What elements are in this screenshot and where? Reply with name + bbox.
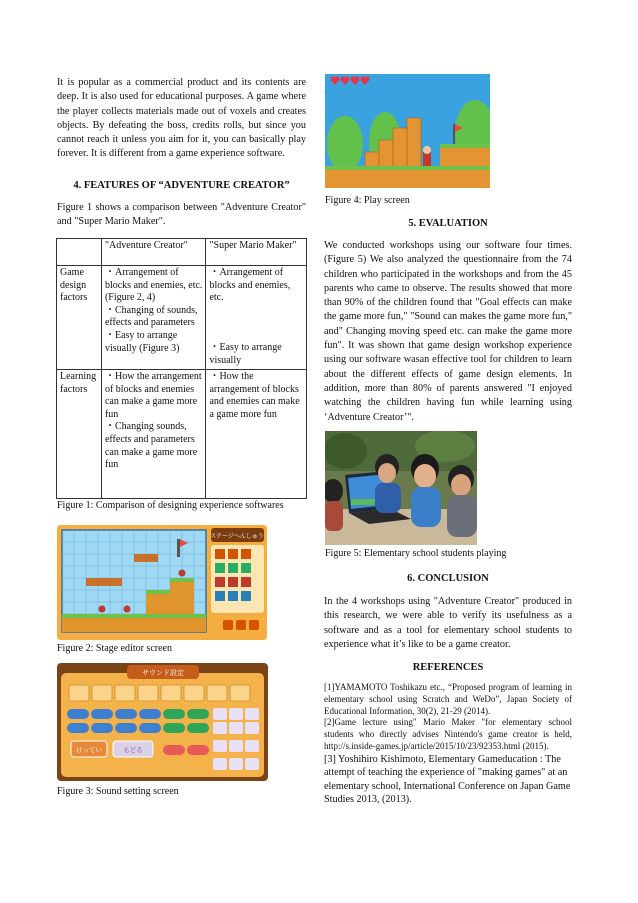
row-label-game-design: Game design factors [57, 266, 102, 370]
intro-paragraph: It is popular as a commercial product and its contents are deep. It is also used for educational purposes. A game where the player collects materials made out of voxels and creates objects. By defeating the boss, credits rolls, but since you cannot reach it unless you aim for it, you can basically play forever. It is different from a game experience software. [57, 77, 306, 160]
table-header-super-mario-maker: "Super Mario Maker" [206, 239, 307, 266]
cell-mario-design [206, 266, 307, 370]
students-photo-illustration [325, 431, 477, 545]
cell-mario-learning [206, 370, 307, 499]
figure-1-caption: Figure 1: Comparison of designing experience softwares [57, 500, 284, 511]
cell-text: ・Changing sounds, effects and parameters can make a game more fun [104, 421, 198, 471]
figure-3-caption: Figure 3: Sound setting screen [57, 786, 179, 797]
cell-text: ・Changing of sounds, effects and parameters [104, 304, 198, 329]
figure-4-play-screen [325, 74, 490, 188]
reference-1: [1]YAMAMOTO Toshikazu etc., “Proposed program of learning in elementary school using Scratch and WeDo”, Japan Society of Educational Information, 30(2), 21-29 (2014). [324, 682, 572, 716]
sound-settings-illustration [57, 663, 268, 781]
comparison-table [56, 238, 307, 499]
sound-header-text: サウンド設定 [142, 669, 184, 677]
section-6-heading: 6. CONCLUSION [407, 573, 489, 584]
reference-2: [2]Game lecture using" Mario Maker "for elementary school students who directly advises Nintendo's game creator is held, http://s.inside-games.jp/article/2015/10/23/92353.html (2015). [324, 717, 572, 751]
cell-adventure-learning [101, 370, 205, 499]
figure-5-caption: Figure 5: Elementary school students playing [325, 548, 507, 559]
section-4-paragraph: Figure 1 shows a comparison between "Adventure Creator" and "Super Mario Maker". [57, 202, 306, 228]
cell-text: ・Easy to arrange visually [209, 342, 282, 366]
cell-text: ・Arrangement of blocks and enemies, etc. [209, 267, 291, 304]
cell-text: ・Easy to arrange visually (Figure 3) [104, 329, 180, 354]
sound-back-text: もどる [123, 746, 143, 754]
figure-2-caption: Figure 2: Stage editor screen [57, 643, 172, 654]
section-5-paragraph: We conducted workshops using our software four times. (Figure 5) We also analyzed the questionnaire from the 74 children who participated in the workshops and from the 45 parents who came to observe. The results showed that more than 90% of the children found that "Goal effects can make the game more fun," "Sound can makes the game more fun," and" Changing moving speed etc. can make the game more fun". It was shown that game design workshop experience using our software wasan effective tool for children to learn about the different effects of game design elements. In addition, more than 80% of parents answered "I enjoyed watching the children having fun while learning using ‘Adventure Creator’". [324, 240, 572, 423]
figure-5-photo [325, 431, 477, 545]
cell-adventure-design [101, 266, 205, 370]
figure-2-stage-editor [57, 525, 267, 640]
reference-3: [3] Yoshihiro Kishimoto, Elementary Gameducation : The attempt of teaching the experience of "making games" at an elementary school, International Conference on Japan Game Studies 2013, (2013). [324, 753, 571, 805]
references-list [324, 682, 572, 806]
section-5-heading: 5. EVALUATION [408, 218, 488, 229]
cell-text: ・How the arrangement of blocks and enemies can make a game more fun [104, 371, 202, 420]
figure-4-caption: Figure 4: Play screen [325, 195, 410, 206]
editor-header-text: ステージへんしゅう [210, 533, 264, 540]
section-4-heading: 4. FEATURES OF “ADVENTURE CREATOR” [73, 180, 290, 191]
cell-text: ・How the arrangement of blocks and enemies can make a game more fun [209, 371, 300, 420]
table-corner [57, 239, 102, 266]
play-screen-illustration [325, 74, 490, 188]
table-header-adventure-creator: "Adventure Creator" [101, 239, 205, 266]
sound-confirm-text: けってい [76, 746, 102, 754]
references-heading: REFERENCES [412, 662, 484, 673]
row-label-learning: Learning factors [57, 370, 102, 499]
figure-3-sound-settings [57, 663, 268, 781]
cell-text: ・Arrangement of blocks and enemies, etc. (Figure 2, 4) [104, 267, 203, 304]
section-6-paragraph: In the 4 workshops using "Adventure Creator" produced in this research, we were able to verify its usefulness as a software and as a tool for elementary school students to experience what it’s like to be a game creator. [324, 596, 572, 650]
stage-editor-illustration [57, 525, 267, 640]
